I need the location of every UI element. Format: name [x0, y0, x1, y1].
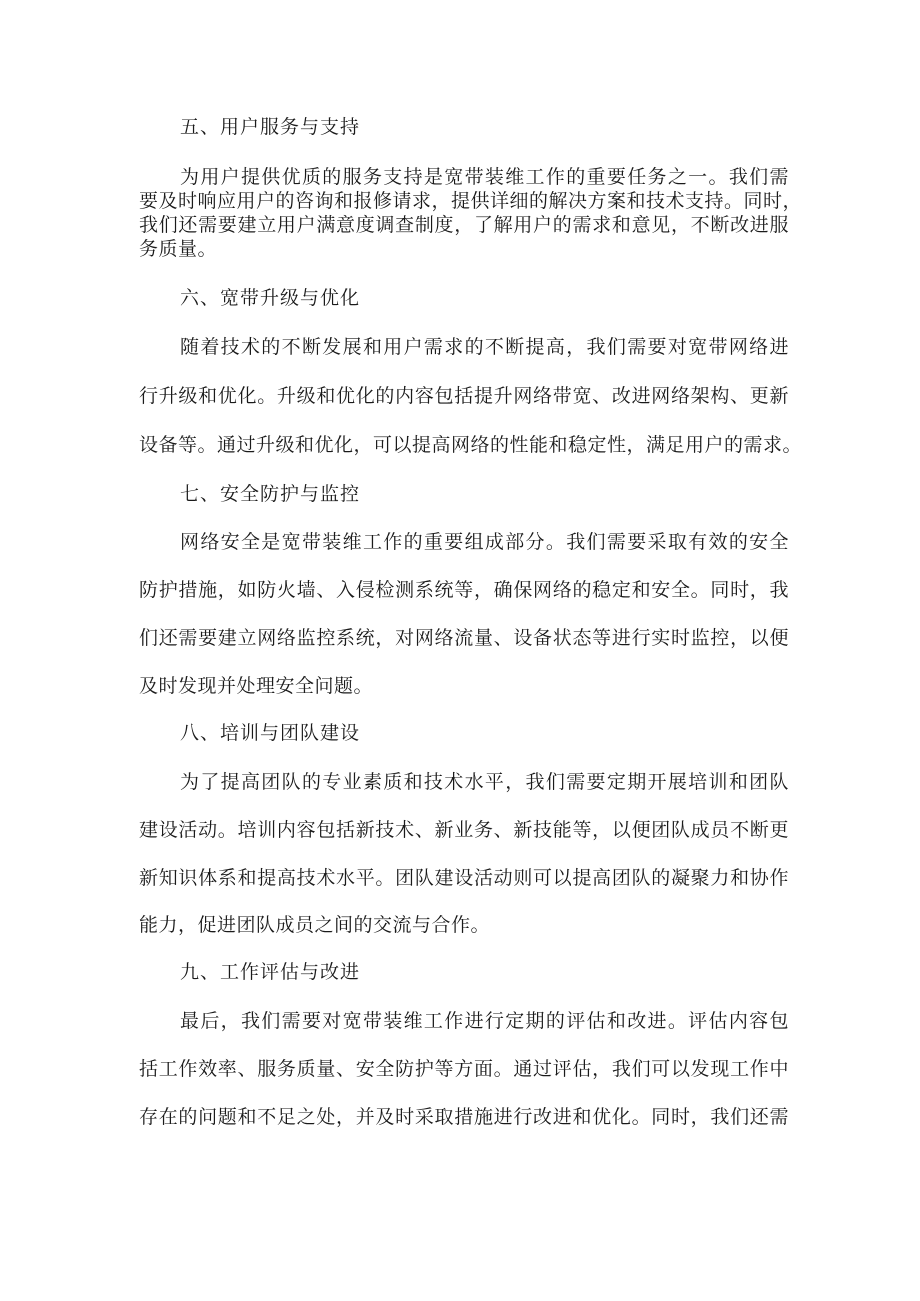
paragraph-line: 能力，促进团队成员之间的交流与合作。: [139, 914, 491, 936]
paragraph-line: 及时发现并处理安全问题。: [139, 675, 374, 697]
paragraph-line: 最后，我们需要对宽带装维工作进行定期的评估和改进。评估内容包: [180, 1010, 789, 1032]
paragraph-line: 随着技术的不断发展和用户需求的不断提高，我们需要对宽带网络进: [180, 336, 789, 358]
paragraph-line: 我们还需要建立用户满意度调查制度，了解用户的需求和意见，不断改进服: [139, 214, 789, 236]
section-heading: 七、安全防护与监控: [180, 483, 361, 505]
paragraph-line: 们还需要建立网络监控系统，对网络流量、设备状态等进行实时监控，以便: [139, 627, 789, 649]
paragraph-line: 防护措施，如防火墙、入侵检测系统等，确保网络的稳定和安全。同时，我: [139, 579, 789, 601]
paragraph-line: 括工作效率、服务质量、安全防护等方面。通过评估，我们可以发现工作中: [139, 1058, 789, 1080]
section-heading: 八、培训与团队建设: [180, 722, 361, 744]
section-heading: 五、用户服务与支持: [180, 116, 361, 138]
paragraph-line: 要及时响应用户的咨询和报修请求，提供详细的解决方案和技术支持。同时，: [139, 190, 803, 212]
paragraph-line: 新知识体系和提高技术水平。团队建设活动则可以提高团队的凝聚力和协作: [139, 867, 789, 889]
paragraph-line: 存在的问题和不足之处，并及时采取措施进行改进和优化。同时，我们还需: [139, 1106, 789, 1128]
section-heading: 六、宽带升级与优化: [180, 287, 361, 309]
paragraph-line: 设备等。通过升级和优化，可以提高网络的性能和稳定性，满足用户的需求。: [139, 434, 803, 456]
paragraph-line: 建设活动。培训内容包括新技术、新业务、新技能等，以便团队成员不断更: [139, 819, 789, 841]
paragraph-line: 为用户提供优质的服务支持是宽带装维工作的重要任务之一。我们需: [180, 166, 789, 188]
paragraph-line: 为了提高团队的专业素质和技术水平，我们需要定期开展培训和团队: [180, 771, 789, 793]
paragraph-line: 行升级和优化。升级和优化的内容包括提升网络带宽、改进网络架构、更新: [139, 385, 789, 407]
paragraph-line: 务质量。: [139, 238, 218, 260]
paragraph-line: 网络安全是宽带装维工作的重要组成部分。我们需要采取有效的安全: [180, 531, 789, 553]
section-heading: 九、工作评估与改进: [180, 961, 361, 983]
